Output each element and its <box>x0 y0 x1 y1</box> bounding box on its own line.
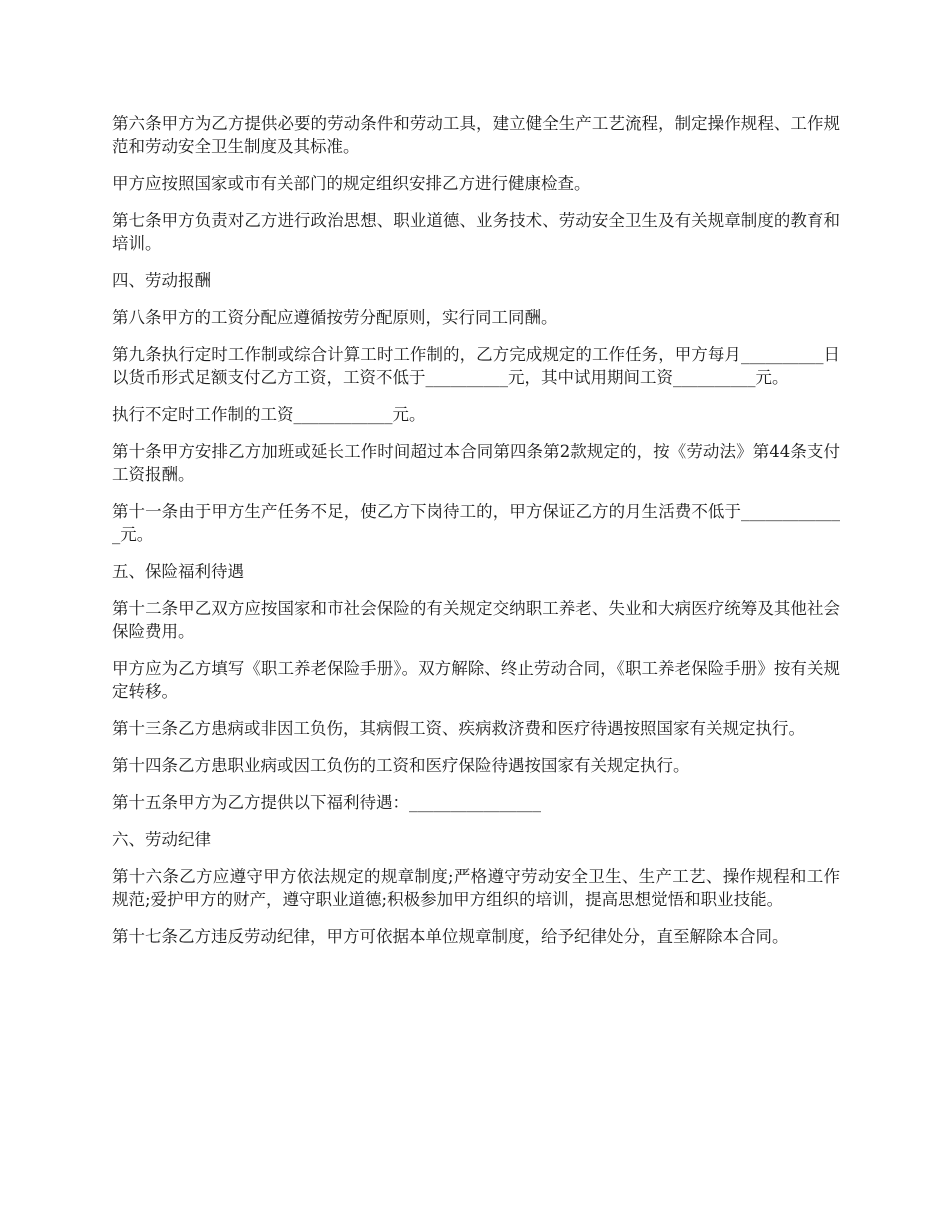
clause-8: 第八条甲方的工资分配应遵循按劳分配原则，实行同工同酬。 <box>112 308 558 327</box>
health-check-paragraph: 甲方应按照国家或市有关部门的规定组织安排乙方进行健康检查。 <box>112 174 591 193</box>
clause-12: 第十二条甲乙双方应按国家和市社会保险的有关规定交纳职工养老、失业和大病医疗统筹及其他社会保险费用。 <box>112 599 840 641</box>
clause-6: 第六条甲方为乙方提供必要的劳动条件和劳动工具，建立健全生产工艺流程，制定操作规程、工作规范和劳动安全卫生制度及其标准。 <box>112 114 840 156</box>
clause-17: 第十七条乙方违反劳动纪律，甲方可依据本单位规章制度，给予纪律处分，直至解除本合同。 <box>112 927 789 946</box>
flexible-hours-wage-paragraph: 执行不定时工作制的工资____________元。 <box>112 405 426 424</box>
clause-13: 第十三条乙方患病或非因工负伤，其病假工资、疾病救济费和医疗待遇按照国家有关规定执行。 <box>112 719 805 738</box>
clause-16: 第十六条乙方应遵守甲方依法规定的规章制度;严格遵守劳动安全卫生、生产工艺、操作规程和工作规范;爱护甲方的财产，遵守职业道德;积极参加甲方组织的培训，提高思想觉悟和职业技能。 <box>112 867 840 909</box>
clause-14: 第十四条乙方患职业病或因工负伤的工资和医疗保险待遇按国家有关规定执行。 <box>112 756 690 775</box>
document-page <box>112 112 840 962</box>
section-heading-insurance: 五、保险福利待遇 <box>112 562 244 581</box>
clause-15: 第十五条甲方为乙方提供以下福利待遇：________________ <box>112 793 541 812</box>
clause-9: 第九条执行定时工作制或综合计算工时工作制的，乙方完成规定的工作任务，甲方每月__________日以货币形式足额支付乙方工资，工资不低于__________元，其中试用期间工资__________元。 <box>112 345 840 387</box>
clause-7: 第七条甲方负责对乙方进行政治思想、职业道德、业务技术、劳动安全卫生及有关规章制度的教育和培训。 <box>112 211 840 253</box>
section-heading-discipline: 六、劳动纪律 <box>112 830 211 849</box>
pension-handbook-paragraph: 甲方应为乙方填写《职工养老保险手册》。双方解除、终止劳动合同，《职工养老保险手册》按有关规定转移。 <box>112 659 840 701</box>
section-heading-remuneration: 四、劳动报酬 <box>112 271 211 290</box>
clause-11: 第十一条由于甲方生产任务不足，使乙方下岗待工的，甲方保证乙方的月生活费不低于_____________元。 <box>112 502 840 544</box>
clause-10: 第十条甲方安排乙方加班或延长工作时间超过本合同第四条第2款规定的，按《劳动法》第44条支付工资报酬。 <box>112 442 840 484</box>
